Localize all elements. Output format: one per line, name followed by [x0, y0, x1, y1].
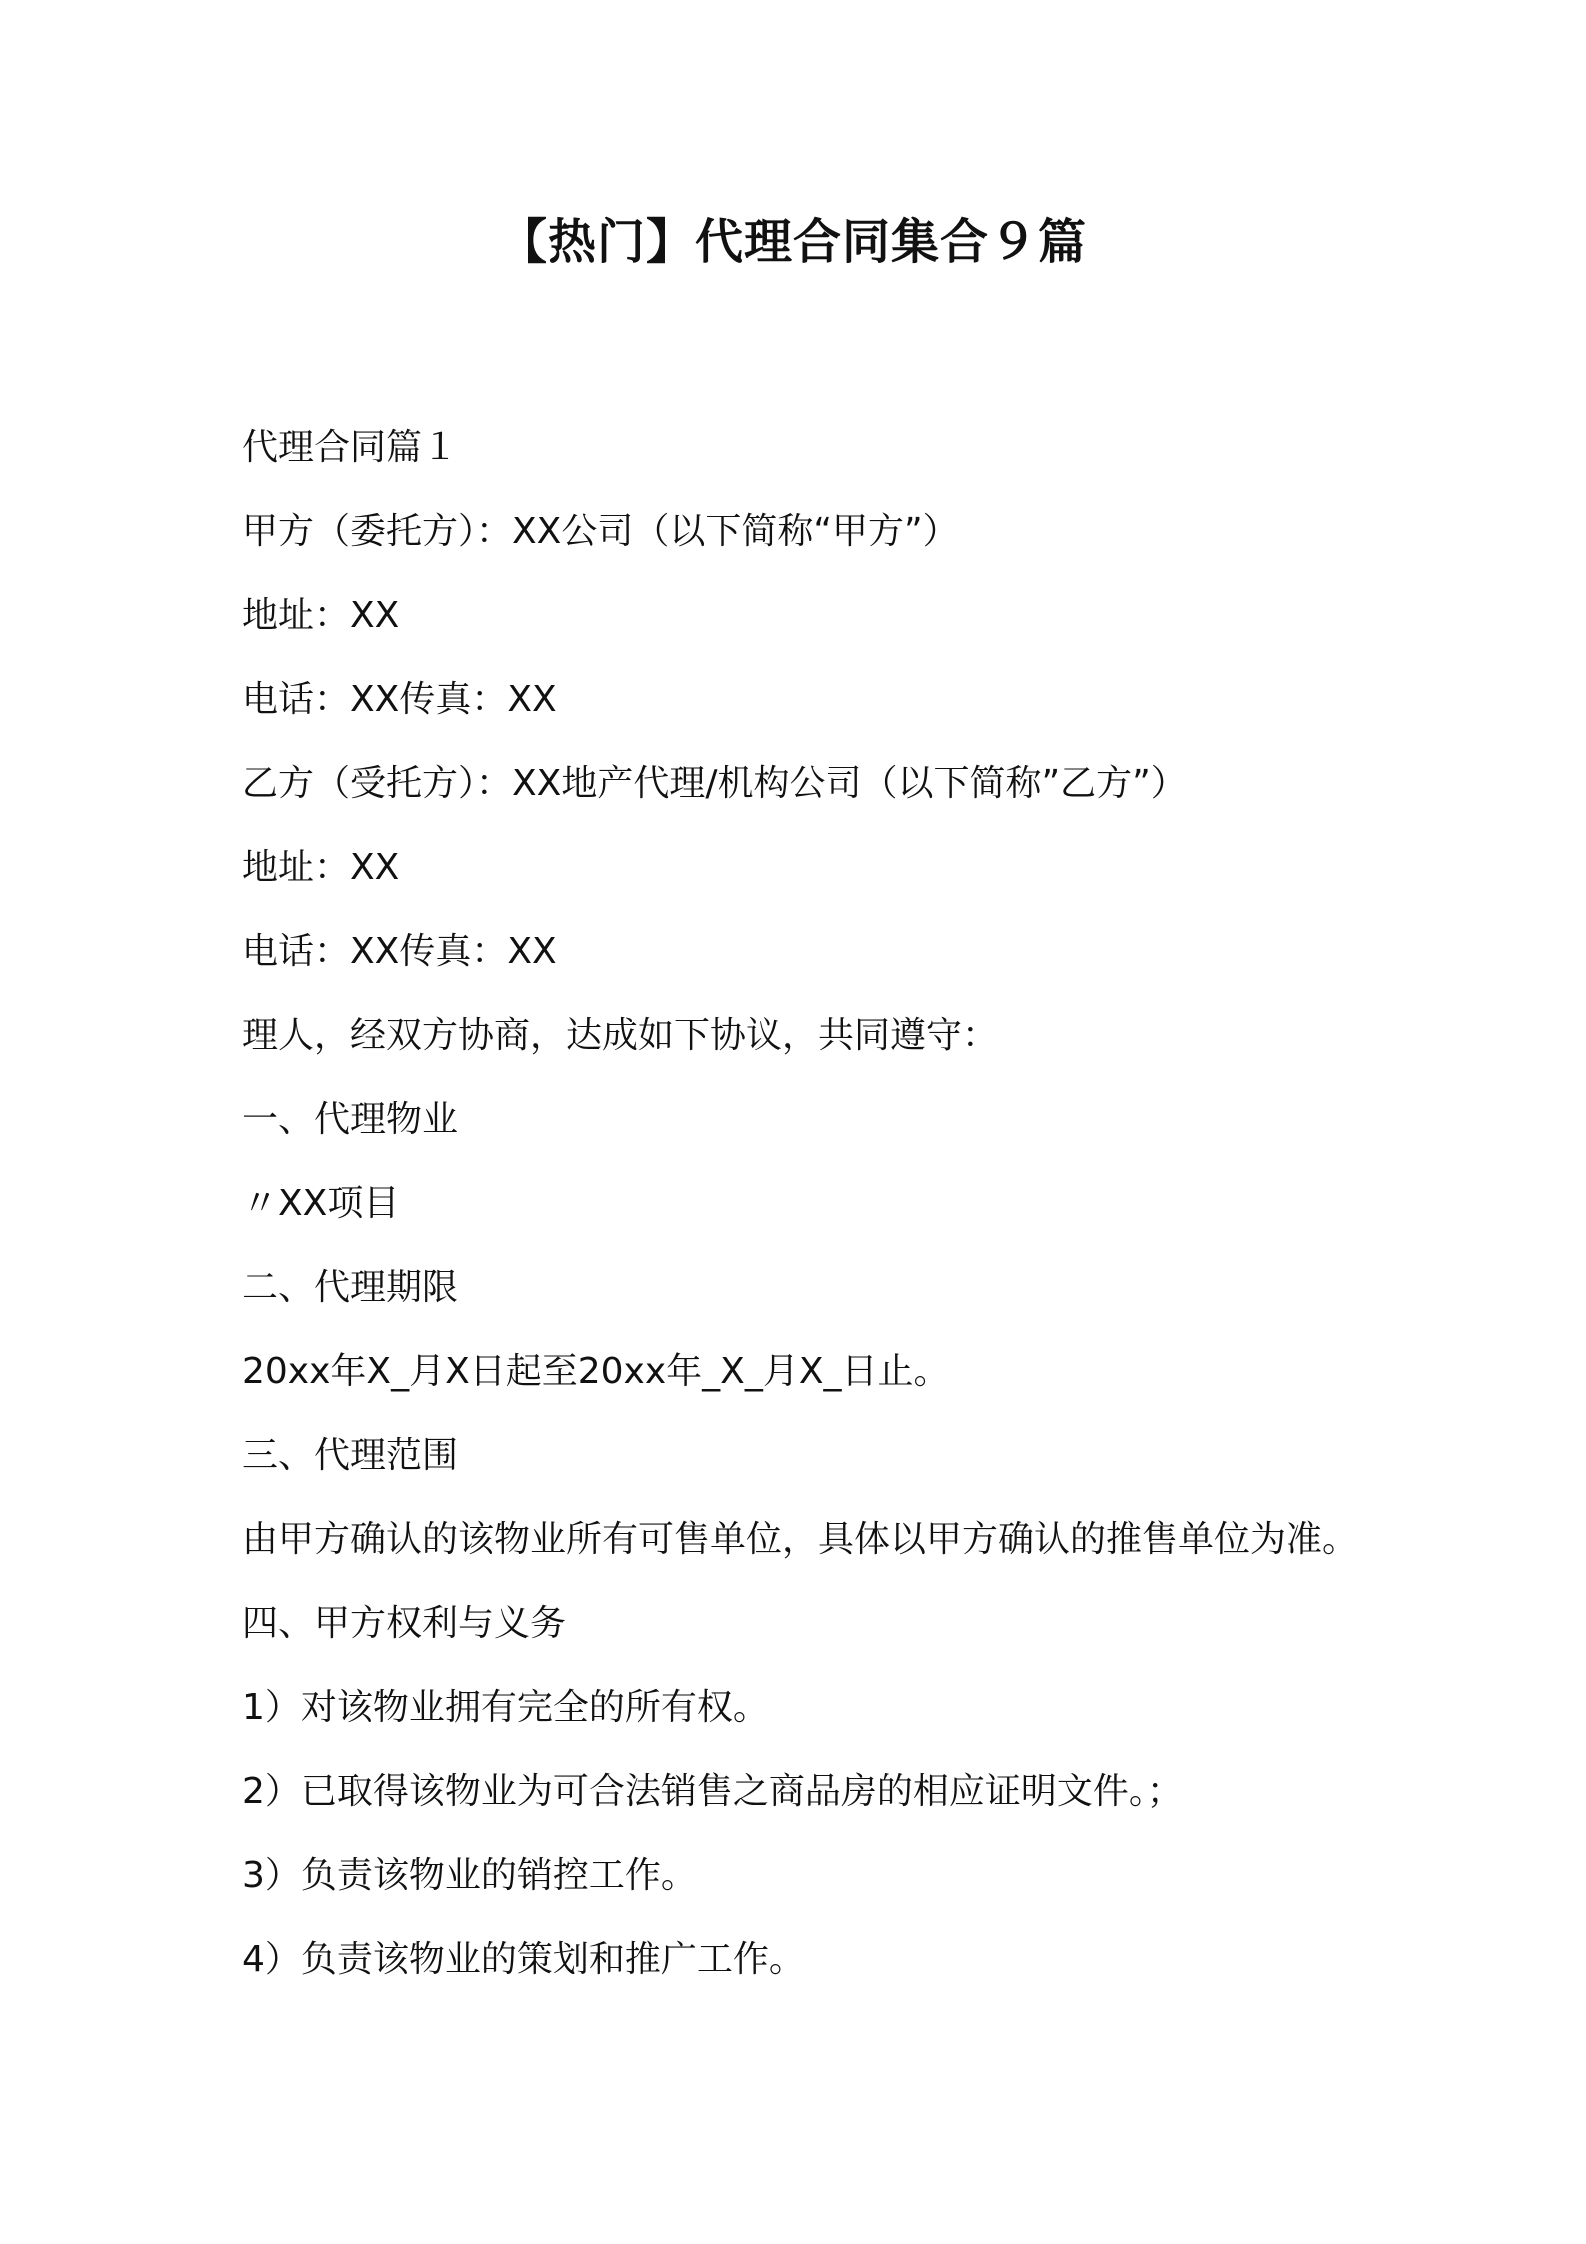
party-b-line: 乙方（受托方）：XX地产代理/机构公司（以下简称”乙方”）	[242, 763, 1187, 804]
clause-1-text: 〃XX项目	[242, 1183, 400, 1224]
party-b-address: 地址：XX	[242, 847, 400, 888]
agreement-intro: 理人，经双方协商，达成如下协议，共同遵守：	[242, 1015, 999, 1056]
clause-3-heading: 三、代理范围	[242, 1435, 459, 1476]
clause-2-text: 20xx年X_月X日起至20xx年_X_月X_日止。	[242, 1351, 950, 1392]
clause-2-heading: 二、代理期限	[242, 1267, 459, 1308]
party-b-phone-fax: 电话：XX传真：XX	[242, 931, 557, 972]
clause-4-heading: 四、甲方权利与义务	[242, 1603, 567, 1644]
party-a-phone-fax: 电话：XX传真：XX	[242, 679, 557, 720]
clause-4-item-4: 4）负责该物业的策划和推广工作。	[242, 1939, 805, 1980]
clause-1-heading: 一、代理物业	[242, 1099, 459, 1140]
party-a-line: 甲方（委托方）：XX公司（以下简称“甲方”）	[242, 511, 959, 552]
clause-4-item-3: 3）负责该物业的销控工作。	[242, 1855, 697, 1896]
clause-4-item-1: 1）对该物业拥有完全的所有权。	[242, 1687, 769, 1728]
document-body	[242, 406, 1442, 2002]
clause-4-item-2: 2）已取得该物业为可合法销售之商品房的相应证明文件。；	[242, 1771, 1183, 1812]
section-heading-contract-1: 代理合同篇１	[242, 427, 459, 468]
clause-3-text: 由甲方确认的该物业所有可售单位，具体以甲方确认的推售单位为准。	[242, 1519, 1359, 1560]
party-a-address: 地址：XX	[242, 595, 400, 636]
document-title: 【热门】代理合同集合９篇	[498, 214, 1087, 270]
